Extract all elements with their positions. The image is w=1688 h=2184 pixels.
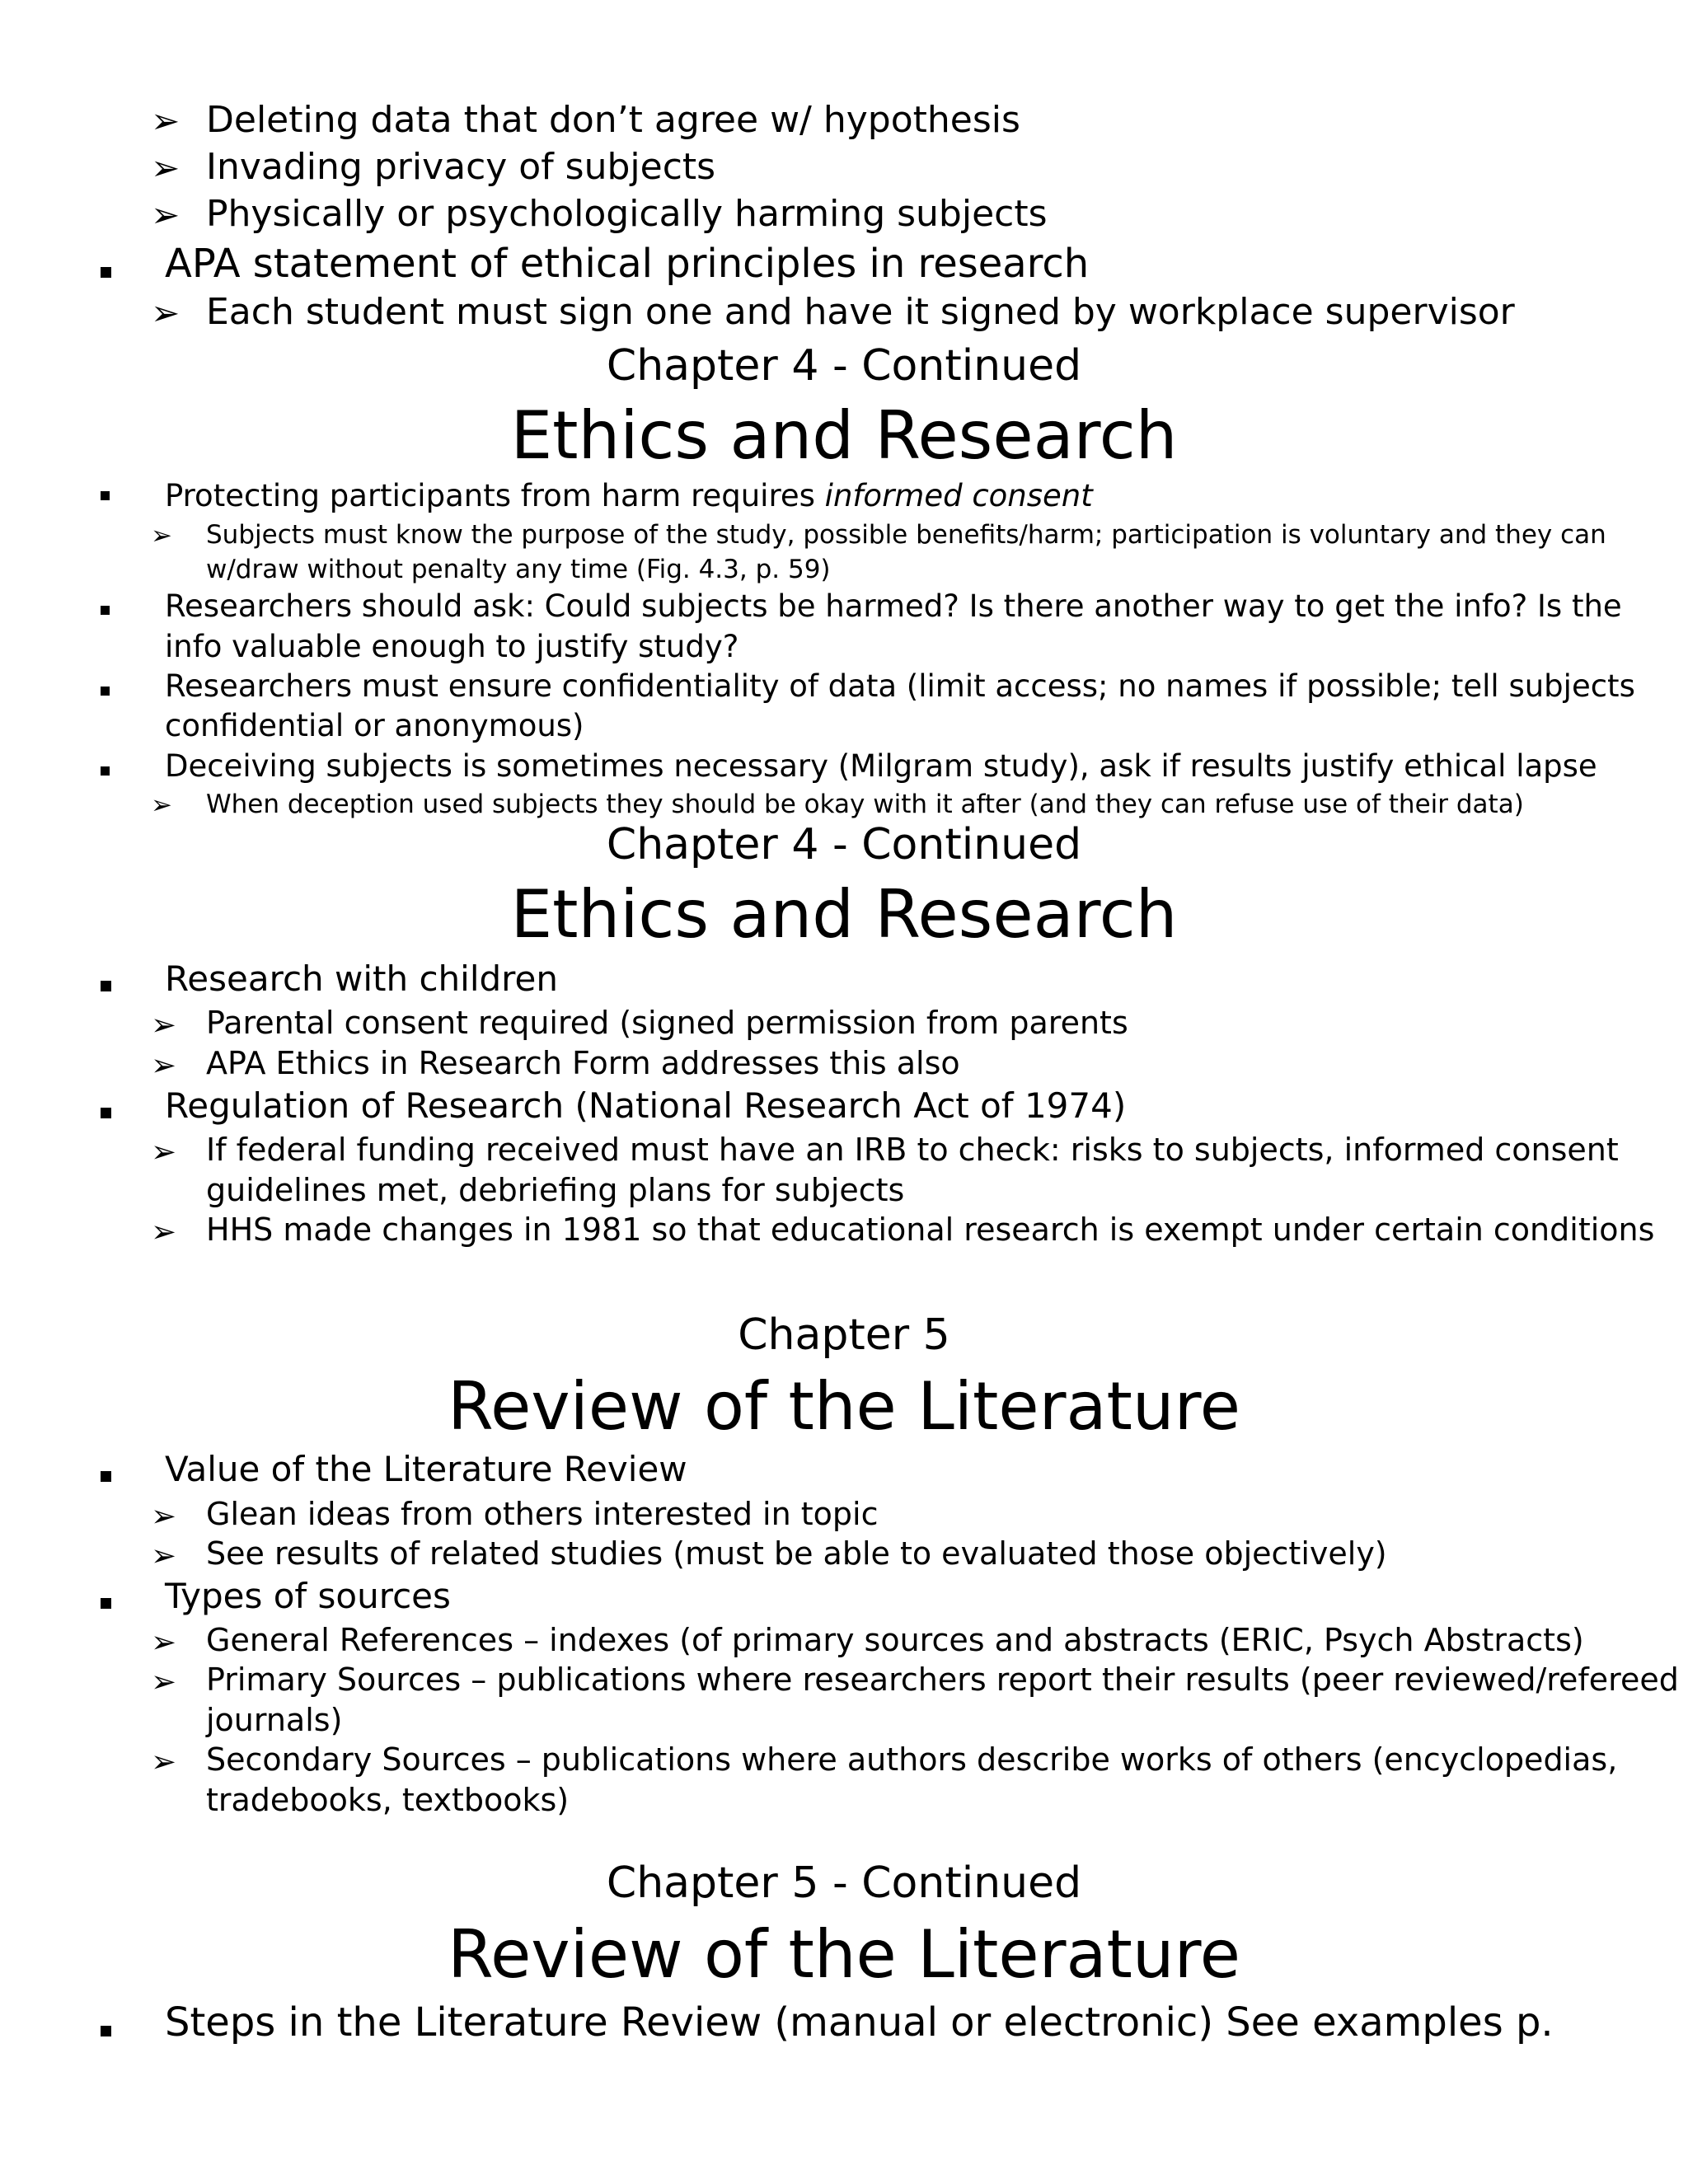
list-item: APA Ethics in Research Form addresses this also — [206, 1045, 960, 1081]
square-bullet-icon — [101, 766, 110, 776]
arrow-bullet-icon: ➢ — [151, 1664, 177, 1699]
square-bullet-icon — [101, 606, 110, 615]
square-bullet-icon — [101, 1598, 111, 1609]
list-item-continuation: journals) — [206, 1702, 343, 1738]
arrow-bullet-icon: ➢ — [151, 101, 181, 141]
arrow-bullet-icon: ➢ — [151, 1624, 177, 1660]
list-item: When deception used subjects they should be okay with it after (and they can refuse use of their data) — [206, 790, 1524, 819]
arrow-bullet-icon: ➢ — [151, 790, 172, 820]
list-item: Parental consent required (signed permission from parents — [206, 1005, 1128, 1041]
section-subtitle: Chapter 4 - Continued — [606, 341, 1082, 391]
section-title: Review of the Literature — [448, 1368, 1240, 1445]
list-item: Researchers should ask: Could subjects be harmed? Is there another way to get the info? Is the — [165, 588, 1622, 624]
square-bullet-icon — [101, 2026, 111, 2036]
square-bullet-icon — [101, 1108, 111, 1118]
arrow-bullet-icon: ➢ — [151, 194, 181, 235]
arrow-bullet-icon: ➢ — [151, 1744, 177, 1779]
arrow-bullet-icon: ➢ — [151, 1047, 177, 1083]
arrow-bullet-icon: ➢ — [151, 521, 172, 551]
list-item: See results of related studies (must be able to evaluated those objectively) — [206, 1535, 1387, 1572]
arrow-bullet-icon: ➢ — [151, 1214, 177, 1249]
list-item: Invading privacy of subjects — [206, 146, 716, 188]
list-item: Regulation of Research (National Research Act of 1974) — [165, 1085, 1127, 1126]
list-item-continuation: info valuable enough to justify study? — [165, 629, 739, 664]
list-item: HHS made changes in 1981 so that educational research is exempt under certain conditions — [206, 1212, 1655, 1248]
list-item: Types of sources — [165, 1576, 451, 1616]
section-subtitle: Chapter 5 - Continued — [606, 1858, 1082, 1908]
list-item: Secondary Sources – publications where authors describe works of others (encyclopedias, — [206, 1741, 1618, 1778]
section-title: Ethics and Research — [510, 876, 1178, 953]
list-item-continuation: guidelines met, debriefing plans for subjects — [206, 1172, 905, 1208]
list-item: Value of the Literature Review — [165, 1449, 687, 1489]
arrow-bullet-icon: ➢ — [151, 1134, 177, 1169]
list-item: If federal funding received must have an IRB to check: risks to subjects, informed consent — [206, 1132, 1619, 1168]
list-item: Each student must sign one and have it signed by workplace supervisor — [206, 291, 1515, 333]
square-bullet-icon — [101, 981, 111, 991]
list-item: General References – indexes (of primary sources and abstracts (ERIC, Psych Abstracts) — [206, 1622, 1584, 1658]
list-item: Physically or psychologically harming subjects — [206, 193, 1048, 235]
list-item-continuation: confidential or anonymous) — [165, 708, 584, 743]
section-subtitle: Chapter 5 — [738, 1310, 950, 1360]
list-item: Deleting data that don’t agree w/ hypothesis — [206, 99, 1020, 141]
emphasis-text: informed consent — [824, 478, 1093, 513]
list-item: APA statement of ethical principles in research — [165, 241, 1090, 287]
list-item: Primary Sources – publications where researchers report their results (peer reviewed/refereed — [206, 1661, 1679, 1698]
list-item-continuation: tradebooks, textbooks) — [206, 1782, 570, 1818]
list-item: Steps in the Literature Review (manual or electronic) See examples p. — [165, 1999, 1554, 2046]
square-bullet-icon — [101, 491, 110, 500]
list-item: Researchers must ensure confidentiality of data (limit access; no names if possible; tell subjects — [165, 668, 1635, 704]
list-item: Subjects must know the purpose of the study, possible benefits/harm; participation is voluntary and they can — [206, 520, 1606, 550]
arrow-bullet-icon: ➢ — [151, 148, 181, 188]
arrow-bullet-icon: ➢ — [151, 1007, 177, 1043]
section-title: Review of the Literature — [448, 1916, 1240, 1993]
arrow-bullet-icon: ➢ — [151, 1538, 177, 1573]
list-item: Research with children — [165, 958, 558, 999]
list-item: Protecting participants from harm requires informed consent — [165, 478, 1093, 513]
square-bullet-icon — [101, 687, 110, 696]
section-title: Ethics and Research — [510, 397, 1178, 474]
arrow-bullet-icon: ➢ — [151, 1498, 177, 1534]
square-bullet-icon — [101, 1471, 111, 1482]
arrow-bullet-icon: ➢ — [151, 293, 181, 333]
list-item-continuation: w/draw without penalty any time (Fig. 4.3, p. 59) — [206, 555, 831, 584]
list-item: Glean ideas from others interested in topic — [206, 1496, 879, 1532]
square-bullet-icon — [101, 267, 111, 278]
section-subtitle: Chapter 4 - Continued — [606, 820, 1082, 869]
list-item: Deceiving subjects is sometimes necessary (Milgram study), ask if results justify ethical lapse — [165, 748, 1597, 784]
